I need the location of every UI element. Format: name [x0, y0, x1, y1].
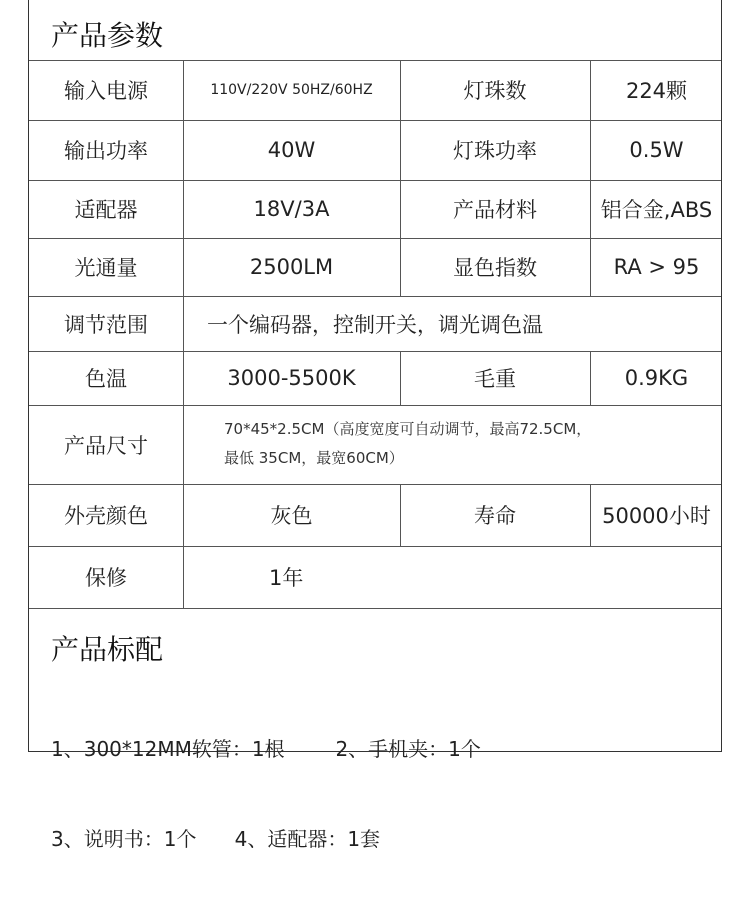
- label-adjust-range: 调节范围: [64, 312, 148, 337]
- label-gross-weight: 毛重: [474, 367, 516, 391]
- label-led-power: 灯珠功率: [453, 139, 537, 163]
- label-input-power: 输入电源: [64, 79, 148, 103]
- value-adjust-range: 一个编码器，控制开关，调光调色温: [207, 312, 543, 337]
- section-title-params: 产品参数: [51, 19, 164, 52]
- label-led-count: 灯珠数: [463, 79, 527, 103]
- standard-list: [51, 674, 481, 914]
- value-shell-color: 灰色: [270, 504, 313, 528]
- standard-line-1: 1、300*12MM软管：1根 2、手机夹：1个: [51, 737, 481, 761]
- label-cri: 显色指数: [453, 256, 537, 280]
- value-adapter: 18V/3A: [253, 197, 330, 221]
- value-color-temp: 3000-5500K: [227, 366, 356, 390]
- size-line-2: 最低 35CM，最宽60CM）: [224, 449, 404, 467]
- value-lifespan: 50000小时: [602, 504, 711, 528]
- size-line-1: 70*45*2.5CM（高度宽度可自动调节，最高72.5CM，: [224, 420, 592, 438]
- label-color-temp: 色温: [85, 367, 127, 391]
- value-input-power: 110V/220V 50HZ/60HZ: [210, 82, 373, 98]
- section-title-standard: 产品标配: [51, 633, 164, 666]
- row-divider: [29, 608, 721, 609]
- standard-line-2: 3、说明书：1个 4、适配器：1套: [51, 827, 381, 851]
- value-led-power: 0.5W: [629, 138, 684, 162]
- label-luminous-flux: 光通量: [74, 256, 138, 280]
- value-warranty: 1年: [269, 566, 304, 590]
- value-output-power: 40W: [267, 138, 316, 162]
- value-material: 铝合金,ABS: [600, 198, 713, 222]
- label-shell-color: 外壳颜色: [64, 504, 148, 528]
- label-lifespan: 寿命: [474, 504, 516, 528]
- label-adapter: 适配器: [74, 198, 138, 222]
- label-material: 产品材料: [453, 198, 537, 222]
- label-warranty: 保修: [85, 566, 127, 590]
- value-luminous-flux: 2500LM: [249, 255, 334, 279]
- value-size: [224, 415, 591, 473]
- value-led-count: 224颗: [625, 79, 688, 103]
- label-size: 产品尺寸: [64, 433, 148, 458]
- value-cri: RA > 95: [613, 255, 700, 279]
- spec-sheet: [28, 0, 722, 851]
- label-output-power: 输出功率: [64, 139, 148, 163]
- value-gross-weight: 0.9KG: [624, 366, 689, 390]
